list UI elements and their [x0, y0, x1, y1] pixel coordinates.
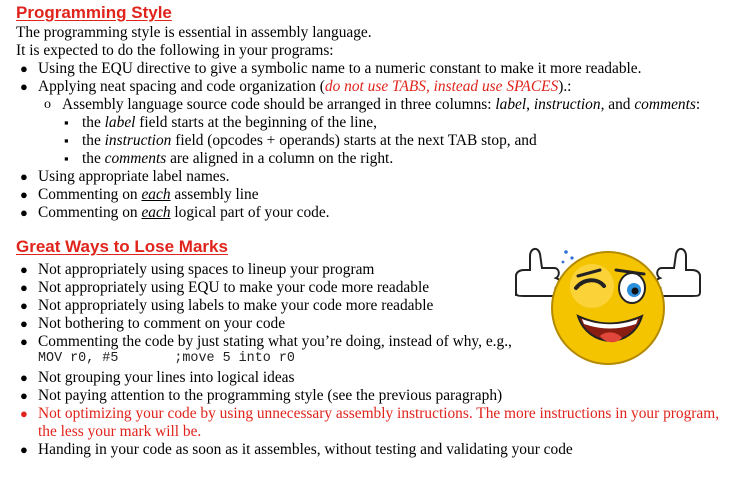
columns-label: label — [495, 96, 527, 113]
list-item-handing-in: Handing in your code as soon as it assembles, without testing and validating your code — [38, 441, 573, 458]
list-item-comments-field — [82, 150, 393, 168]
list-item-columns — [62, 96, 700, 114]
bullet-icon: ● — [20, 61, 28, 76]
instruction-field-word: instruction — [104, 132, 172, 149]
list-item-spacing — [38, 78, 571, 96]
spacing-text-pre: Applying neat spacing and code organization ( — [38, 78, 325, 95]
comments-field-post: are aligned in a column on the right. — [166, 150, 394, 167]
left-thumbs-up-icon — [516, 249, 560, 296]
list-item-optimizing-line-2: the less your mark will be. — [38, 423, 202, 440]
bullet-icon: ● — [20, 280, 28, 295]
list-item-what-not-why: Commenting the code by just stating what you’re doing, instead of why, e.g., — [38, 333, 512, 350]
comments-field-pre: the — [82, 150, 105, 167]
columns-end: : — [695, 96, 701, 113]
bullet-icon: ● — [20, 316, 28, 331]
code-instruction: MOV r0, #5 — [38, 351, 119, 366]
code-example — [38, 350, 295, 368]
list-item-label-field — [82, 114, 377, 132]
list-item-comment-each-part — [38, 204, 330, 222]
each-line-post: assembly line — [170, 186, 259, 203]
columns-sep-2: , and — [600, 96, 635, 113]
list-item-equ: Using the EQU directive to give a symbolic name to a numeric constant to make it more readable. — [38, 60, 642, 77]
each-part-word: each — [141, 204, 171, 221]
list-item-style-attention: Not paying attention to the programming style (see the previous paragraph) — [38, 387, 503, 404]
spacing-text-post: ).: — [558, 78, 572, 95]
code-comment: ;move 5 into r0 — [174, 351, 295, 366]
square-bullet-icon: ▪ — [64, 115, 69, 130]
list-item-equ-usage: Not appropriately using EQU to make your code more readable — [38, 279, 430, 296]
circle-bullet-icon: o — [44, 97, 51, 112]
columns-comments: comments — [634, 96, 696, 113]
comments-field-word: comments — [104, 150, 167, 167]
bullet-icon: ● — [20, 406, 28, 421]
sparkle-icon — [562, 250, 574, 263]
bullet-icon: ● — [20, 388, 28, 403]
right-thumbs-up-icon — [656, 249, 700, 296]
list-item-instruction-field — [82, 132, 537, 150]
each-part-post: logical part of your code. — [170, 204, 330, 221]
list-item-optimizing-line-1: Not optimizing your code by using unnecessary assembly instructions. The more instructions in your program, — [38, 405, 720, 422]
winking-thumbs-up-emoji-icon — [508, 236, 708, 376]
bullet-icon: ● — [20, 79, 28, 94]
list-item-spaces: Not appropriately using spaces to lineup your program — [38, 261, 375, 278]
spacing-note: do not use TABS, instead use SPACES — [324, 78, 559, 95]
list-item-no-comments: Not bothering to comment on your code — [38, 315, 286, 332]
bullet-icon: ● — [20, 442, 28, 457]
bullet-icon: ● — [20, 169, 28, 184]
list-item-label-names: Using appropriate label names. — [38, 168, 230, 185]
columns-sep-1: , — [526, 96, 534, 113]
each-line-word: each — [141, 186, 171, 203]
bullet-icon: ● — [20, 298, 28, 313]
section-heading-lose-marks: Great Ways to Lose Marks — [16, 237, 228, 256]
label-field-pre: the — [82, 114, 105, 131]
bullet-icon: ● — [20, 187, 28, 202]
each-part-pre: Commenting on — [38, 204, 142, 221]
bullet-icon: ● — [20, 334, 28, 349]
label-field-post: field starts at the beginning of the line, — [135, 114, 377, 131]
columns-text-pre: Assembly language source code should be arranged in three columns: — [62, 96, 496, 113]
section-heading-programming-style: Programming Style — [16, 3, 172, 22]
intro-line-1: The programming style is essential in assembly language. — [16, 24, 372, 41]
each-line-pre: Commenting on — [38, 186, 142, 203]
instruction-field-pre: the — [82, 132, 105, 149]
label-field-word: label — [104, 114, 136, 131]
bullet-icon: ● — [20, 370, 28, 385]
list-item-labels-usage: Not appropriately using labels to make your code more readable — [38, 297, 434, 314]
bullet-icon: ● — [20, 262, 28, 277]
list-item-comment-each-line — [38, 186, 259, 204]
intro-line-2: It is expected to do the following in your programs: — [16, 42, 334, 59]
list-item-grouping: Not grouping your lines into logical ideas — [38, 369, 295, 386]
face-icon — [552, 252, 664, 364]
square-bullet-icon: ▪ — [64, 151, 69, 166]
columns-instruction: instruction — [533, 96, 601, 113]
instruction-field-post: field (opcodes + operands) starts at the next TAB stop, and — [171, 132, 537, 149]
square-bullet-icon: ▪ — [64, 133, 69, 148]
bullet-icon: ● — [20, 205, 28, 220]
